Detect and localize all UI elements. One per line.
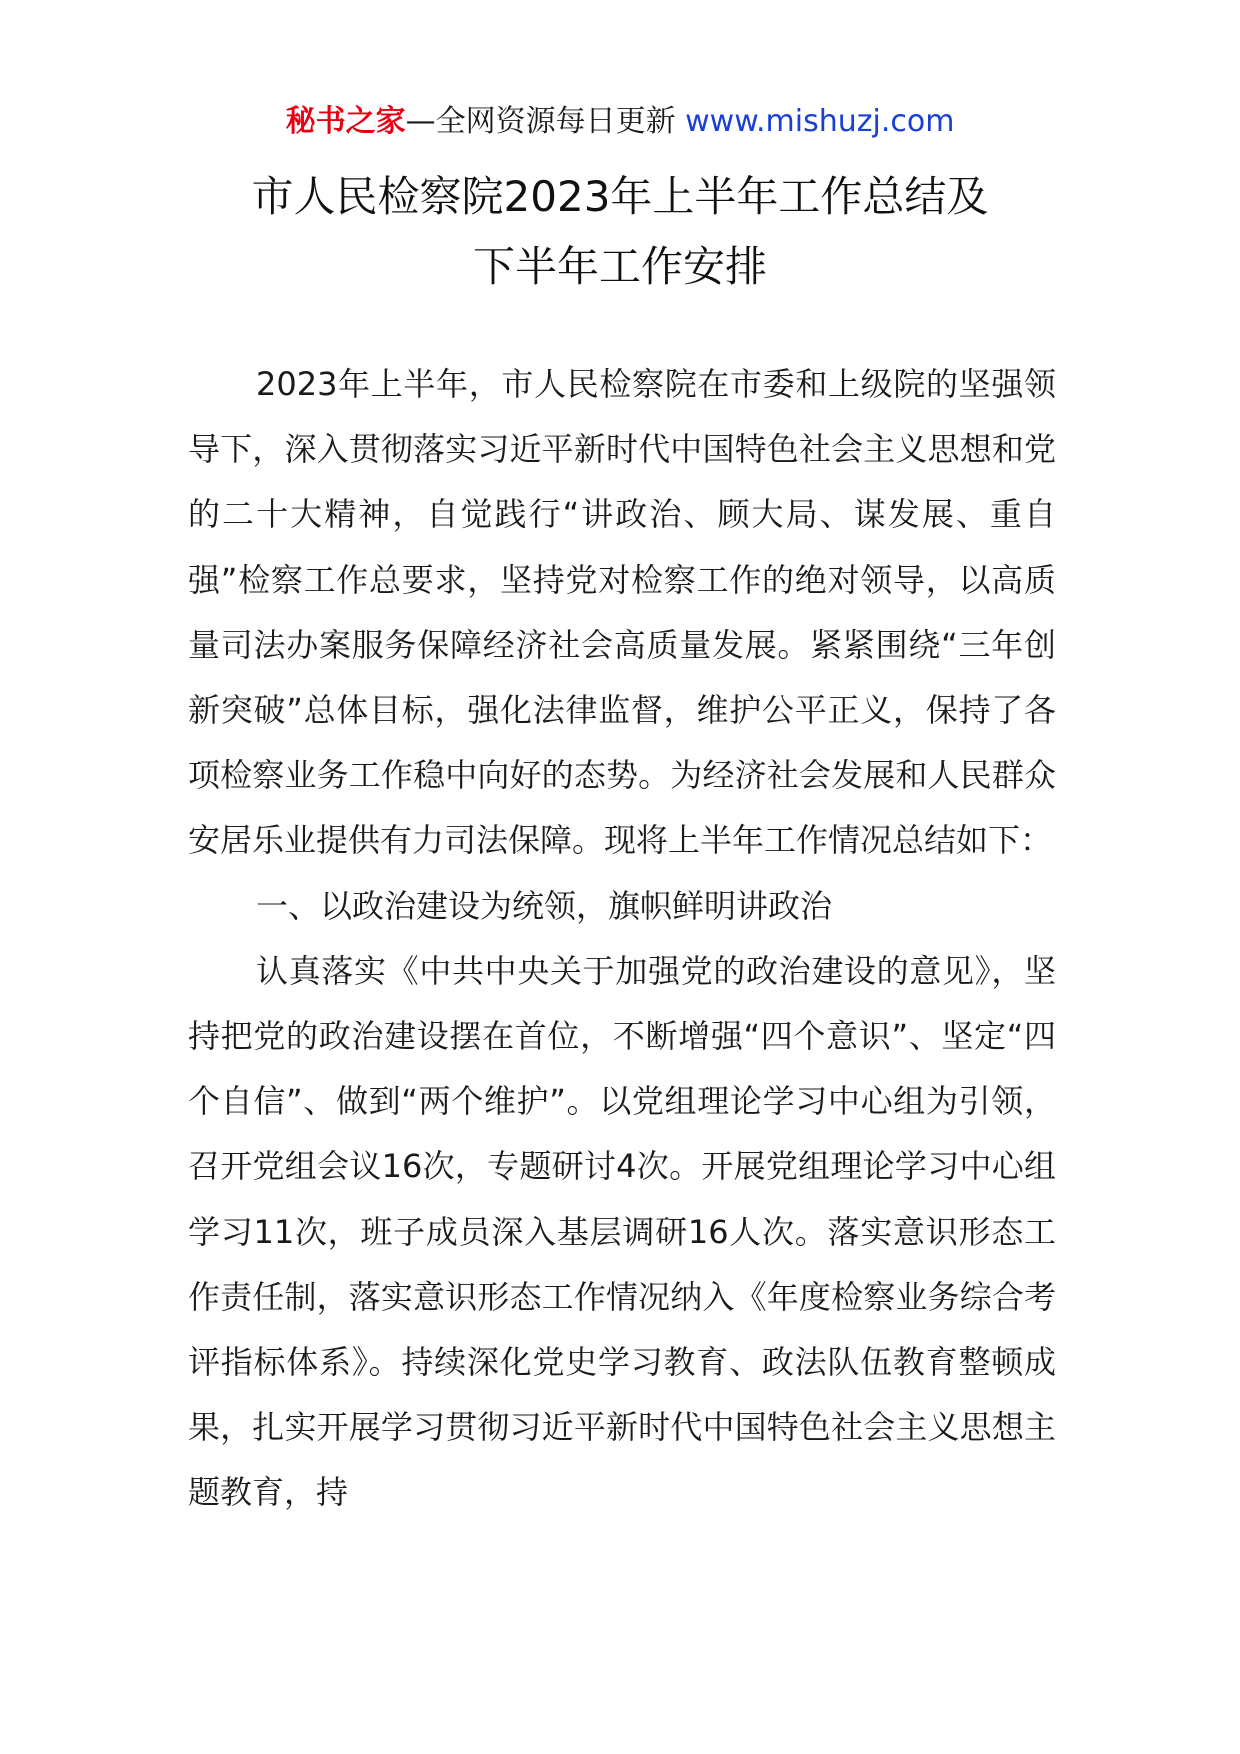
document-title-line-1: 市人民检察院2023年上半年工作总结及 bbox=[251, 172, 989, 221]
section-heading-1: 一、以政治建设为统领，旗帜鲜明讲政治 bbox=[256, 886, 833, 925]
section-1-paragraph: 认真落实《中共中央关于加强党的政治建设的意见》，坚持把党的政治建设摆在首位，不断增强“四个意识”、坚定“四个自信”、做到“两个维护”。以党组理论学习中心组为引领，召开党组会议16次，专题研讨4次。开展党组理论学习中心组学习11次，班子成员深入基层调研16人次。落实意识形态工作责任制，落实意识形态工作情况纳入《年度检察业务综合考评指标体系》。持续深化党史学习教育、政法队伍教育整顿成果，扎实开展学习贯彻习近平新时代中国特色社会主义思想主题教育，持 bbox=[188, 951, 1056, 1512]
site-slogan: —全网资源每日更新 bbox=[405, 104, 686, 139]
site-brand: 秘书之家 bbox=[285, 104, 406, 139]
document-title bbox=[0, 162, 1240, 302]
site-header bbox=[0, 100, 1240, 144]
document-title-line-2: 下半年工作安排 bbox=[472, 242, 767, 291]
intro-paragraph: 2023年上半年，市人民检察院在市委和上级院的坚强领导下，深入贯彻落实习近平新时代中国特色社会主义思想和党的二十大精神，自觉践行“讲政治、顾大局、谋发展、重自强”检察工作总要求，坚持党对检察工作的绝对领导，以高质量司法办案服务保障经济社会高质量发展。紧紧围绕“三年创新突破”总体目标，强化法律监督，维护公平正义，保持了各项检察业务工作稳中向好的态势。为经济社会发展和人民群众安居乐业提供有力司法保障。现将上半年工作情况总结如下： bbox=[188, 365, 1056, 860]
document-body bbox=[188, 352, 1056, 1526]
site-url-link[interactable]: www.mishuzj.com bbox=[685, 104, 955, 139]
